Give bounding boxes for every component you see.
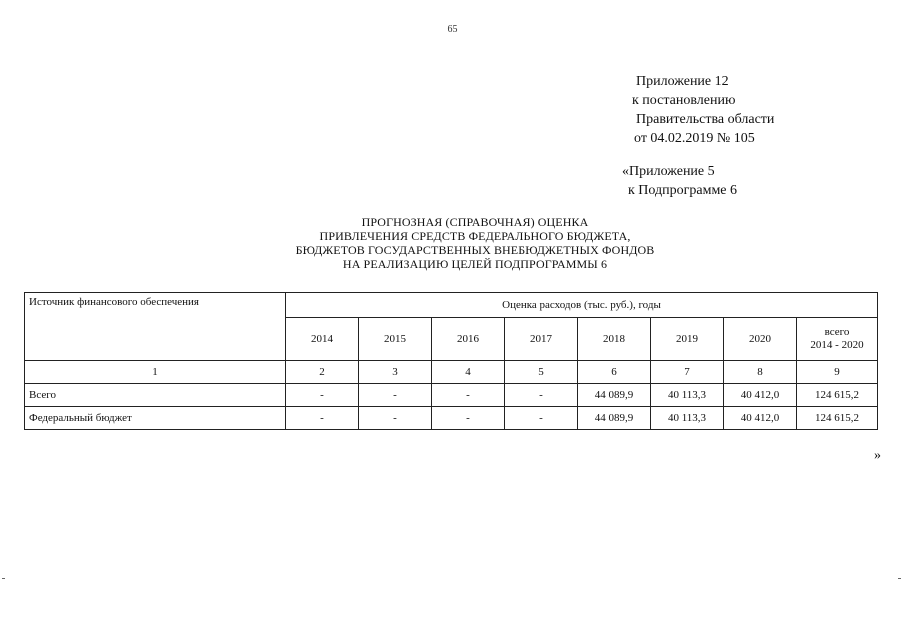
value-cell: 40 412,0 [724, 407, 797, 430]
value-cell: - [505, 407, 578, 430]
column-number: 4 [432, 361, 505, 384]
appendix-line: к постановлению [632, 93, 736, 108]
value-cell: - [359, 407, 432, 430]
value-cell: - [432, 384, 505, 407]
appendix5-header [622, 162, 737, 200]
year-header: 2019 [651, 318, 724, 361]
year-header: 2016 [432, 318, 505, 361]
table-header-row [25, 293, 878, 318]
value-cell: - [286, 407, 359, 430]
year-header: 2018 [578, 318, 651, 361]
year-header: 2015 [359, 318, 432, 361]
appendix5-line: «Приложение 5 [622, 164, 715, 179]
source-header: Источник финансового обеспечения [25, 293, 286, 361]
value-cell: - [432, 407, 505, 430]
value-cell: 44 089,9 [578, 407, 651, 430]
value-cell: 40 412,0 [724, 384, 797, 407]
appendix5-line: к Подпрограмме 6 [628, 183, 738, 198]
column-number: 2 [286, 361, 359, 384]
estimate-header: Оценка расходов (тыс. руб.), годы [286, 293, 878, 318]
total-header [797, 318, 878, 361]
appendix-line: Приложение 12 [636, 74, 729, 89]
page-number: 65 [447, 24, 458, 35]
value-cell: - [359, 384, 432, 407]
title-line: БЮДЖЕТОВ ГОСУДАРСТВЕННЫХ ВНЕБЮДЖЕТНЫХ ФОНДОВ [295, 243, 655, 257]
document-title [0, 215, 905, 271]
scan-edge-mark [2, 578, 5, 579]
value-cell: 40 113,3 [651, 407, 724, 430]
year-header: 2014 [286, 318, 359, 361]
scan-edge-mark [898, 578, 901, 579]
column-number: 9 [797, 361, 878, 384]
value-cell: 44 089,9 [578, 384, 651, 407]
column-number: 3 [359, 361, 432, 384]
total-header-line: 2014 - 2020 [810, 339, 864, 351]
appendix-header [622, 72, 774, 148]
column-number-row [25, 361, 878, 384]
title-line: ПРОГНОЗНАЯ (СПРАВОЧНАЯ) ОЦЕНКА [361, 215, 589, 229]
value-cell: 124 615,2 [797, 384, 878, 407]
column-number: 8 [724, 361, 797, 384]
appendix-line: от 04.02.2019 № 105 [634, 131, 755, 146]
value-cell: 124 615,2 [797, 407, 878, 430]
column-number: 5 [505, 361, 578, 384]
row-label: Федеральный бюджет [25, 407, 286, 430]
value-cell: - [286, 384, 359, 407]
row-label: Всего [25, 384, 286, 407]
appendix-line: Правительства области [636, 112, 775, 127]
value-cell: 40 113,3 [651, 384, 724, 407]
column-number: 6 [578, 361, 651, 384]
table-row [25, 407, 878, 430]
title-line: НА РЕАЛИЗАЦИЮ ЦЕЛЕЙ ПОДПРОГРАММЫ 6 [342, 257, 608, 271]
total-header-line: всего [824, 326, 850, 338]
year-header: 2020 [724, 318, 797, 361]
year-header: 2017 [505, 318, 578, 361]
value-cell: - [505, 384, 578, 407]
title-line: ПРИВЛЕЧЕНИЯ СРЕДСТВ ФЕДЕРАЛЬНОГО БЮДЖЕТА, [319, 229, 631, 243]
closing-quote: » [874, 448, 881, 463]
column-number: 1 [25, 361, 286, 384]
column-number: 7 [651, 361, 724, 384]
funding-table [24, 292, 878, 430]
table-row [25, 384, 878, 407]
